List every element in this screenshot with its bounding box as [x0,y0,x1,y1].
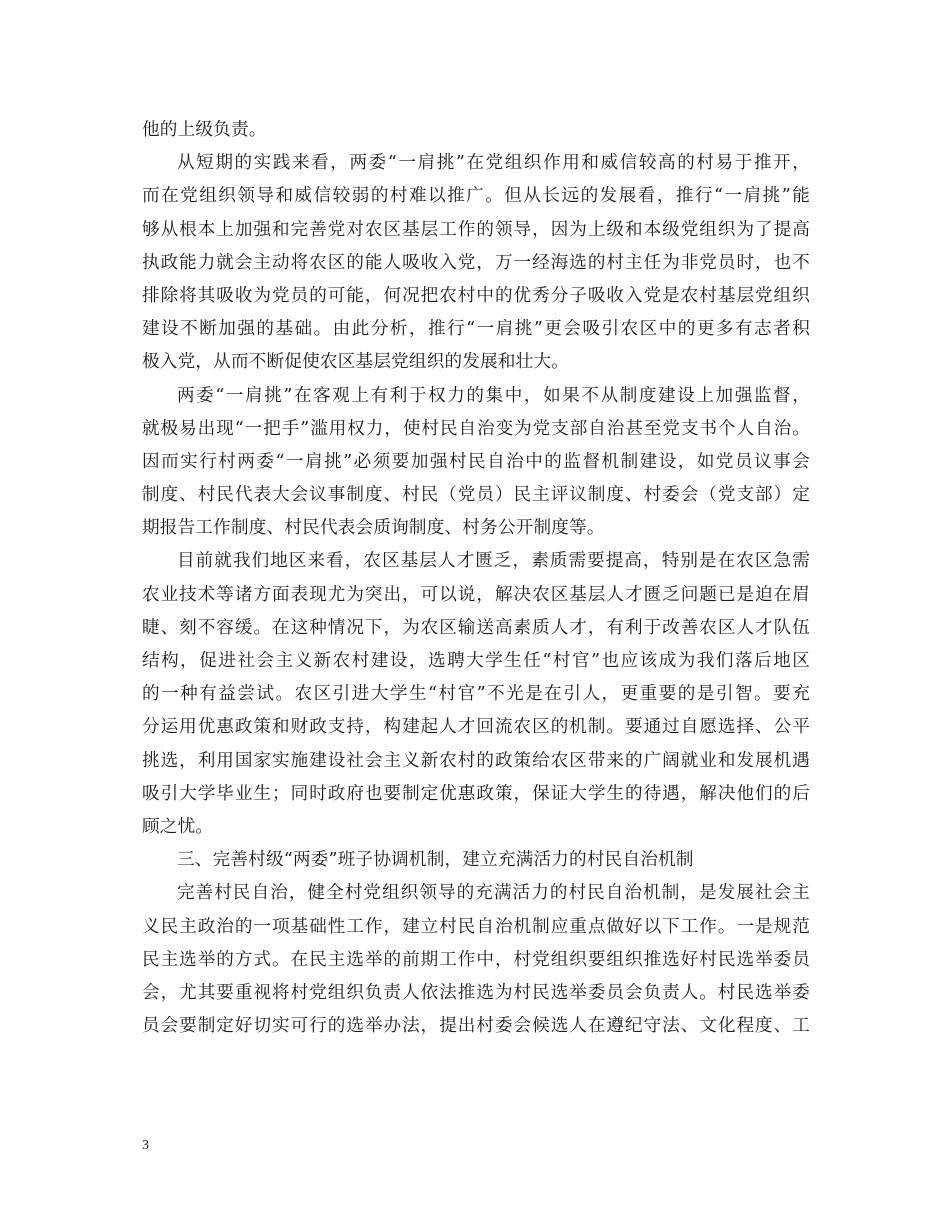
text-line: 排除将其吸收为党员的可能，何况把农村中的优秀分子吸收入党是农村基层党组织 [142,285,810,306]
text-line: 的一种有益尝试。农区引进大学生“村官”不光是在引人，更重要的是引智。要充 [142,684,810,705]
text-line: 顾之忧。 [142,816,214,837]
text-line: 期报告工作制度、村民代表会质询制度、村务公开制度等。 [142,518,605,539]
text-line: 义民主政治的一项基础性工作，建立村民自治机制应重点做好以下工作。一是规范 [142,916,810,937]
text-line: 就极易出现“一把手”滥用权力，使村民自治变为党支部自治甚至党支书个人自治。 [142,418,810,439]
text-line: 他的上级负责。 [142,120,267,140]
text-line: 从短期的实践来看，两委“一肩挑”在党组织作用和威信较高的村易于推开， [177,153,810,174]
text-line: 完善村民自治，健全村党组织领导的充满活力的村民自治机制，是发展社会主 [177,883,810,904]
text-line: 因而实行村两委“一肩挑”必须要加强村民自治中的监督机制建设，如党员议事会 [142,451,810,472]
text-line: 制度、村民代表大会议事制度、村民（党员）民主评议制度、村委会（党支部）定 [142,485,810,506]
text-line: 会，尤其要重视将村党组织负责人依法推选为村民选举委员会负责人。村民选举委 [142,982,810,1003]
text-line: 农业技术等诸方面表现尤为突出，可以说，解决农区基层人才匮乏问题已是迫在眉 [142,584,810,605]
text-line: 分运用优惠政策和财政支持，构建起人才回流农区的机制。要通过自愿选择、公平 [142,717,810,738]
text-line: 民主选举的方式。在民主选举的前期工作中，村党组织要组织推选好村民选举委员 [142,949,810,970]
text-line: 睫、刻不容缓。在这种情况下，为农区输送高素质人才，有利于改善农区人才队伍 [142,617,810,638]
text-line: 两委“一肩挑”在客观上有利于权力的集中，如果不从制度建设上加强监督， [177,385,810,406]
text-line: 建设不断加强的基础。由此分析，推行“一肩挑”更会吸引农区中的更多有志者积 [142,319,810,340]
text-line: 极入党，从而不断促使农区基层党组织的发展和壮大。 [142,352,570,373]
text-line: 而在党组织领导和威信较弱的村难以推广。但从长远的发展看，推行“一肩挑”能 [142,186,810,207]
text-line: 目前就我们地区来看，农区基层人才匮乏，素质需要提高，特别是在农区急需 [177,551,810,572]
text-line: 执政能力就会主动将农区的能人吸收入党，万一经海选的村主任为非党员时，也不 [142,252,810,273]
document-body [142,114,810,1043]
text-line: 挑选，利用国家实施建设社会主义新农村的政策给农区带来的广阔就业和发展机遇 [142,750,810,771]
text-line: 三、完善村级“两委”班子协调机制，建立充满活力的村民自治机制 [177,850,694,871]
text-line: 员会要制定好切实可行的选举办法，提出村委会候选人在遵纪守法、文化程度、工 [142,1016,810,1037]
text-line: 够从根本上加强和完善党对农区基层工作的领导，因为上级和本级党组织为了提高 [142,219,810,240]
text-line: 吸引大学毕业生；同时政府也要制定优惠政策，保证大学生的待遇，解决他们的后 [142,783,810,804]
text-line: 结构，促进社会主义新农村建设，选聘大学生任“村官”也应该成为我们落后地区 [142,651,810,671]
page-number: 3 [142,1138,149,1153]
